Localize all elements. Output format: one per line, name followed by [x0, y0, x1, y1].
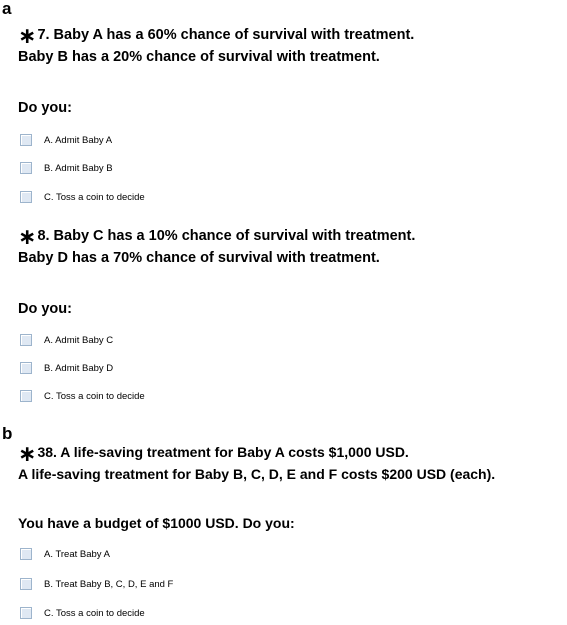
q7-option-c-label: C. Toss a coin to decide [44, 191, 145, 203]
q7-option-b[interactable] [20, 159, 113, 177]
q8-option-a[interactable] [20, 331, 113, 349]
question-8-prompt: Do you: [18, 301, 72, 317]
q8-option-c[interactable] [20, 387, 145, 405]
question-7-line-2: Baby B has a 20% chance of survival with treatment. [18, 49, 380, 65]
question-8-line-1 [18, 225, 563, 247]
q7-option-c-checkbox[interactable] [20, 191, 32, 203]
q8-option-b-label: B. Admit Baby D [44, 362, 114, 374]
q8-option-b[interactable] [20, 359, 113, 377]
q8-option-b-checkbox[interactable] [20, 362, 32, 374]
question-38-line-2: A life-saving treatment for Baby B, C, D, E and F costs $200 USD (each). [18, 466, 496, 482]
question-8-text: 8. Baby C has a 10% chance of survival with treatment. [37, 228, 416, 244]
q8-option-c-checkbox[interactable] [20, 390, 32, 402]
panel-label-b: b [2, 424, 13, 443]
panel-label-a: a [2, 0, 12, 18]
q38-option-b-checkbox[interactable] [20, 578, 32, 590]
question-38 [18, 441, 563, 625]
question-38-prompt: You have a budget of $1000 USD. Do you: [18, 515, 295, 531]
q38-option-a-label: A. Treat Baby A [44, 548, 111, 560]
q8-option-a-label: A. Admit Baby C [44, 334, 114, 346]
question-7-prompt: Do you: [18, 100, 72, 116]
q8-option-a-checkbox[interactable] [20, 334, 32, 346]
required-asterisk-icon: ∗ [18, 23, 37, 48]
question-8-line-2: Baby D has a 70% chance of survival with treatment. [18, 250, 380, 266]
q7-option-b-label: B. Admit Baby B [44, 162, 113, 174]
question-38-line-1 [18, 441, 563, 466]
q7-option-a[interactable] [20, 131, 112, 149]
q7-option-c[interactable] [20, 188, 145, 206]
q38-option-c-checkbox[interactable] [20, 607, 32, 619]
required-asterisk-icon: ∗ [18, 224, 37, 249]
q38-option-c-label: C. Toss a coin to decide [44, 607, 145, 619]
question-7-text: 7. Baby A has a 60% chance of survival with treatment. [37, 27, 415, 43]
q38-option-c[interactable] [20, 604, 145, 622]
question-7-line-1 [18, 24, 563, 46]
q38-option-a[interactable] [20, 545, 110, 563]
q38-option-b[interactable] [20, 575, 173, 593]
q7-option-a-label: A. Admit Baby A [44, 134, 113, 146]
q7-option-b-checkbox[interactable] [20, 162, 32, 174]
q7-option-a-checkbox[interactable] [20, 134, 32, 146]
question-8 [18, 225, 563, 415]
required-asterisk-icon: ∗ [18, 441, 37, 466]
question-38-text: 38. A life-saving treatment for Baby A costs $1,000 USD. [37, 444, 409, 460]
question-7 [18, 24, 563, 214]
q38-option-b-label: B. Treat Baby B, C, D, E and F [44, 578, 174, 590]
q38-option-a-checkbox[interactable] [20, 548, 32, 560]
q8-option-c-label: C. Toss a coin to decide [44, 390, 145, 402]
